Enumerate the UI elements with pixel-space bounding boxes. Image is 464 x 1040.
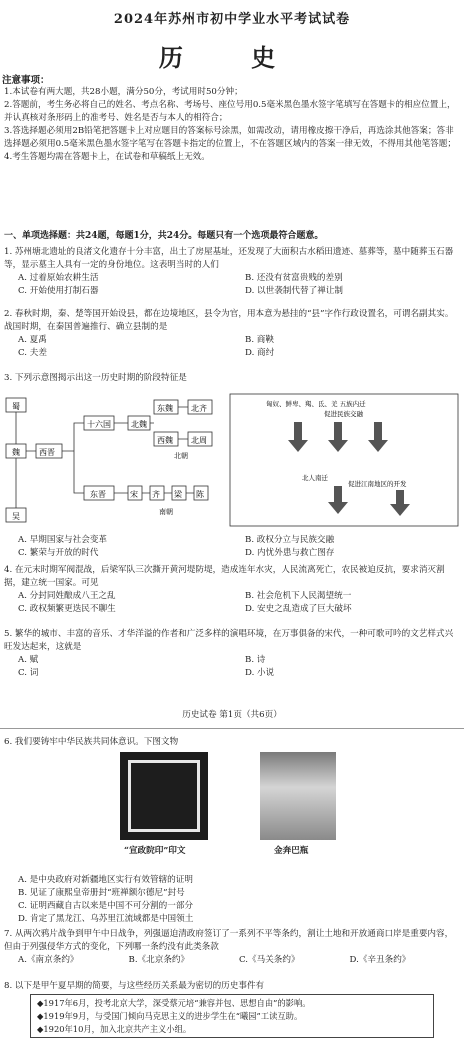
option: C. 开始使用打制石器 bbox=[18, 286, 99, 296]
notice-item: 1.本试卷有两大题，共28小题，满分50分，考试用时50分钟； bbox=[4, 87, 243, 97]
option: C. 繁荣与开放的时代 bbox=[18, 548, 99, 558]
diagram-label: 北魏 bbox=[131, 420, 147, 429]
option: A. 过着原始农耕生活 bbox=[18, 273, 99, 283]
diagram-label: 吴 bbox=[12, 512, 20, 521]
page-footer: 历史试卷 第1页（共6页） bbox=[182, 710, 282, 720]
option: A.《南京条约》 bbox=[18, 955, 79, 965]
image-caption: “宣政院印”印文 bbox=[124, 846, 186, 856]
option: D. 小说 bbox=[245, 668, 275, 678]
question-stem: 2. 春秋时期，秦、楚等国开始设县，都在边境地区，县令为官，用本意为悬挂的“县”字作行政设置名，可谓名副其实。战国时期，在秦国普遍推行、确立县制的是 bbox=[4, 309, 454, 332]
notice-heading: 注意事项： bbox=[2, 75, 50, 86]
question-5 bbox=[4, 628, 460, 680]
map-label: 北人南迁 bbox=[302, 474, 328, 482]
notice-list bbox=[4, 86, 460, 164]
question-3-options bbox=[4, 534, 460, 560]
diagram-label: 陈 bbox=[196, 490, 204, 499]
option: D.《辛丑条约》 bbox=[349, 955, 411, 965]
map-label: 匈奴、鲜卑、羯、氐、羌 五族内迁 bbox=[266, 400, 366, 408]
exam-title: 2024年苏州市初中学业水平考试试卷 bbox=[113, 12, 351, 27]
option: C. 词 bbox=[18, 668, 39, 678]
question-stem: 4. 在元末时期军阀混战，后梁军队三次撕开黄河堤防堤，造成连年水灾，人民流离死亡，农民被迫反抗，要求消灭割据，建立统一国家。可见 bbox=[4, 565, 445, 588]
option: A. 夏禹 bbox=[18, 335, 47, 345]
option: B. 诗 bbox=[245, 655, 266, 665]
seal-image bbox=[120, 752, 208, 840]
map-label: 促进民族交融 bbox=[324, 410, 363, 418]
question-2 bbox=[4, 308, 460, 360]
question-stem: 3. 下列示意图揭示出这一历史时期的阶段特征是 bbox=[4, 373, 187, 383]
page-divider bbox=[0, 728, 464, 729]
option: D. 内忧外患与救亡图存 bbox=[245, 548, 335, 558]
option: B. 见证了康熙皇帝册封“班禅额尔德尼”封号 bbox=[18, 888, 185, 898]
biography-line: ◆1920年10月，加入北京共产主义小组。 bbox=[37, 1024, 192, 1034]
question-6-options bbox=[4, 874, 460, 926]
question-stem: 1. 苏州塘北遗址的良渚文化遗存十分丰富，出土了房屋基址，还发现了大面积古水稻田遗迹、墓葬等，墓中随葬玉石器等，显示墓主人具有一定的身份地位。这表明当时的人们 bbox=[4, 247, 454, 270]
option: C. 夫差 bbox=[18, 348, 47, 358]
diagram-label: 蜀 bbox=[12, 402, 20, 411]
option: B.《北京条约》 bbox=[128, 955, 190, 965]
question-3 bbox=[4, 372, 460, 385]
question-stem: 5. 繁华的城市、丰富的音乐、才华洋溢的作者和广泛多样的演唱环境，在万事俱备的宋代，一种可歌可吟的文艺样式兴旺发达起来，这就是 bbox=[4, 629, 454, 652]
map-label: 促进江南地区的开发 bbox=[348, 480, 407, 488]
biography-box bbox=[30, 994, 434, 1038]
biography-line: ◆1917年6月，投考北京大学，深受蔡元培“兼容并包、思想自由”的影响。 bbox=[37, 998, 311, 1008]
diagram-label: 魏 bbox=[12, 448, 20, 457]
diagram-label: 十六国 bbox=[87, 420, 111, 429]
option: B. 政权分立与民族交融 bbox=[245, 535, 335, 545]
artifact-images bbox=[0, 752, 464, 872]
diagram-label: 东晋 bbox=[90, 490, 106, 499]
diagram-label: 北齐 bbox=[191, 404, 207, 413]
notice-item: 3.答选择题必须用2B铅笔把答题卡上对应题目的答案标号涂黑，如需改动，请用橡皮擦干净后，再选涂其他答案；答非选择题必须用0.5毫米黑色墨水签字笔写在答题卡指定的位置上，不在答题区域内的答案一律无效，不得用其他笔答题； bbox=[4, 126, 456, 149]
biography-line: ◆1919年9月，与受国门倾向马克思主义的进步学生在“曦园”工读互助。 bbox=[37, 1011, 303, 1021]
period-diagram bbox=[4, 390, 460, 530]
diagram-label: 宋 bbox=[130, 490, 138, 499]
question-6 bbox=[4, 736, 460, 749]
section-heading: 一、单项选择题：共24题，每题1分，共24分。每题只有一个选项最符合题意。 bbox=[4, 231, 324, 241]
migration-arrows bbox=[288, 422, 410, 516]
diagram-label: 西晋 bbox=[39, 448, 55, 457]
option: A. 早期国家与社会变革 bbox=[18, 535, 108, 545]
question-8 bbox=[4, 980, 460, 993]
option: C. 证明西藏自古以来是中国不可分割的一部分 bbox=[18, 901, 194, 911]
option: A. 分封同姓酿成八王之乱 bbox=[18, 591, 116, 601]
option: C.《马关条约》 bbox=[239, 955, 300, 965]
diagram-label: 南朝 bbox=[159, 508, 173, 516]
image-caption: 金奔巴瓶 bbox=[274, 846, 309, 856]
diagram-label: 北周 bbox=[191, 436, 207, 445]
diagram-label: 梁 bbox=[174, 490, 182, 499]
option: D. 肯定了黑龙江、乌苏里江流域都是中国领土 bbox=[18, 914, 194, 924]
option: B. 社会危机下人民渴望统一 bbox=[245, 591, 352, 601]
question-stem: 7. 从两次鸦片战争到甲午中日战争，列强逼迫清政府签订了一系列不平等条约，割让土地和开放通商口岸是重要内容，但由于列强侵华方式的变化，下列哪一条约没有此类条款 bbox=[4, 929, 454, 952]
diagram-label: 齐 bbox=[152, 490, 160, 499]
diagram-label: 东魏 bbox=[157, 404, 173, 413]
question-7 bbox=[4, 928, 460, 967]
option: A. 是中央政府对新疆地区实行有效管辖的证明 bbox=[18, 875, 193, 885]
option: B. 还没有贫富贵贱的差别 bbox=[245, 273, 343, 283]
diagram-label: 西魏 bbox=[157, 436, 173, 445]
option: D. 商纣 bbox=[245, 348, 275, 358]
question-stem: 8. 以下是甲午夏早期的简要，与这些经历关系最为密切的历史事件有 bbox=[4, 981, 265, 991]
question-stem: 6. 我们要铸牢中华民族共同体意识。下图文物 bbox=[4, 737, 179, 747]
option: C. 政权频繁更迭民不聊生 bbox=[18, 604, 116, 614]
option: B. 商鞅 bbox=[245, 335, 274, 345]
subject-title: 历 史 bbox=[158, 43, 306, 72]
notice-item: 2.答题前，考生务必将自己的姓名、考点名称、考场号、座位号用0.5毫米黑色墨水签字笔填写在答题卡的相应位置上，并认真核对条形码上的准考号、姓名是否与本人的相符合； bbox=[4, 100, 456, 123]
option: A. 赋 bbox=[18, 655, 39, 665]
option: D. 安史之乱造成了巨大破坏 bbox=[245, 604, 352, 614]
golden-urn-image bbox=[260, 752, 336, 840]
option: D. 以世袭制代替了禅让制 bbox=[245, 286, 343, 296]
question-4 bbox=[4, 564, 460, 616]
diagram-label: 北朝 bbox=[174, 452, 188, 460]
question-1 bbox=[4, 246, 460, 298]
notice-item: 4.考生答题均需在答题卡上，在试卷和草稿纸上无效。 bbox=[4, 152, 210, 162]
